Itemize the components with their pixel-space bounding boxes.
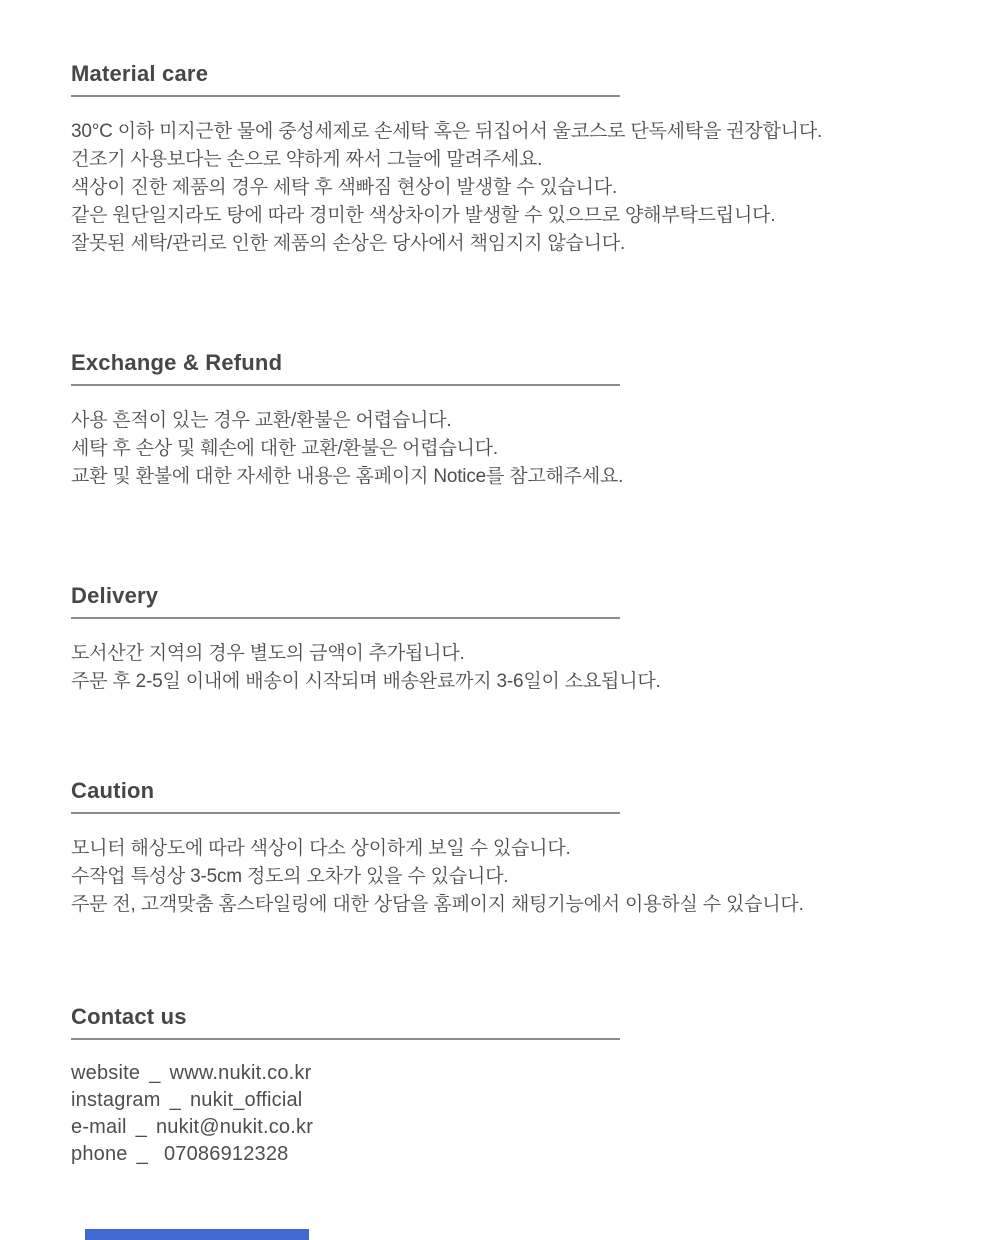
contact-value-phone: 07086912328 <box>163 1143 289 1165</box>
material-care-text <box>71 118 920 258</box>
text-line: 잘못된 세탁/관리로 인한 제품의 손상은 당사에서 책임지지 않습니다. <box>71 233 626 254</box>
contact-row-phone <box>71 1141 920 1168</box>
section-title: Delivery <box>71 583 159 608</box>
section-rule <box>71 812 620 814</box>
contact-label: website <box>71 1062 141 1084</box>
section-heading-wrap <box>71 62 620 95</box>
section-title: Caution <box>71 778 155 803</box>
contact-row-email <box>71 1114 920 1141</box>
contact-separator: _ <box>136 1143 148 1165</box>
section-heading-wrap <box>71 351 620 384</box>
section-material-care <box>71 62 920 258</box>
text-line: 사용 흔적이 있는 경우 교환/환불은 어렵습니다. <box>71 410 452 431</box>
section-title: Exchange & Refund <box>71 350 283 375</box>
contact-separator: _ <box>169 1089 181 1111</box>
text-line: 같은 원단일지라도 탕에 따라 경미한 색상차이가 발생할 수 있으므로 양해부탁드립니다. <box>71 205 776 226</box>
section-rule <box>71 617 620 619</box>
bottom-accent-bar <box>85 1229 309 1240</box>
section-title: Material care <box>71 61 209 86</box>
text-line: 도서산간 지역의 경우 별도의 금액이 추가됩니다. <box>71 643 465 664</box>
contact-row-instagram <box>71 1087 920 1114</box>
text-line: 세탁 후 손상 및 훼손에 대한 교환/환불은 어렵습니다. <box>71 438 498 459</box>
text-line: 모니터 해상도에 따라 색상이 다소 상이하게 보일 수 있습니다. <box>71 838 571 859</box>
contact-value-website: www.nukit.co.kr <box>169 1062 312 1084</box>
text-line: 수작업 특성상 3-5cm 정도의 오차가 있을 수 있습니다. <box>71 866 509 887</box>
contact-label: e-mail <box>71 1116 127 1138</box>
text-line: 30°C 이하 미지근한 물에 중성세제로 손세탁 혹은 뒤집어서 울코스로 단독세탁을 권장합니다. <box>71 121 823 142</box>
contact-row-website <box>71 1060 920 1087</box>
contact-value-instagram: nukit_official <box>189 1089 303 1111</box>
text-line: 색상이 진한 제품의 경우 세탁 후 색빠짐 현상이 발생할 수 있습니다. <box>71 177 618 198</box>
contact-separator: _ <box>149 1062 161 1084</box>
text-line: 건조기 사용보다는 손으로 약하게 짜서 그늘에 말려주세요. <box>71 149 543 170</box>
text-line: 교환 및 환불에 대한 자세한 내용은 홈페이지 Notice를 참고해주세요. <box>71 466 624 487</box>
section-exchange-refund <box>71 351 920 491</box>
section-contact-us <box>71 1005 920 1168</box>
section-title: Contact us <box>71 1004 187 1029</box>
delivery-text <box>71 640 920 696</box>
contact-separator: _ <box>135 1116 147 1138</box>
contact-list <box>71 1060 920 1168</box>
section-caution <box>71 779 920 919</box>
section-rule <box>71 95 620 97</box>
section-rule <box>71 384 620 386</box>
section-heading-wrap <box>71 779 620 812</box>
section-rule <box>71 1038 620 1040</box>
contact-label: phone <box>71 1143 128 1165</box>
caution-text <box>71 835 920 919</box>
section-delivery <box>71 584 920 696</box>
section-heading-wrap <box>71 584 620 617</box>
section-heading-wrap <box>71 1005 620 1038</box>
contact-value-email: nukit@nukit.co.kr <box>155 1116 314 1138</box>
text-line: 주문 후 2-5일 이내에 배송이 시작되며 배송완료까지 3-6일이 소요됩니다. <box>71 671 661 692</box>
text-line: 주문 전, 고객맞춤 홈스타일링에 대한 상담을 홈페이지 채팅기능에서 이용하실 수 있습니다. <box>71 894 804 915</box>
exchange-refund-text <box>71 407 920 491</box>
contact-label: instagram <box>71 1089 161 1111</box>
